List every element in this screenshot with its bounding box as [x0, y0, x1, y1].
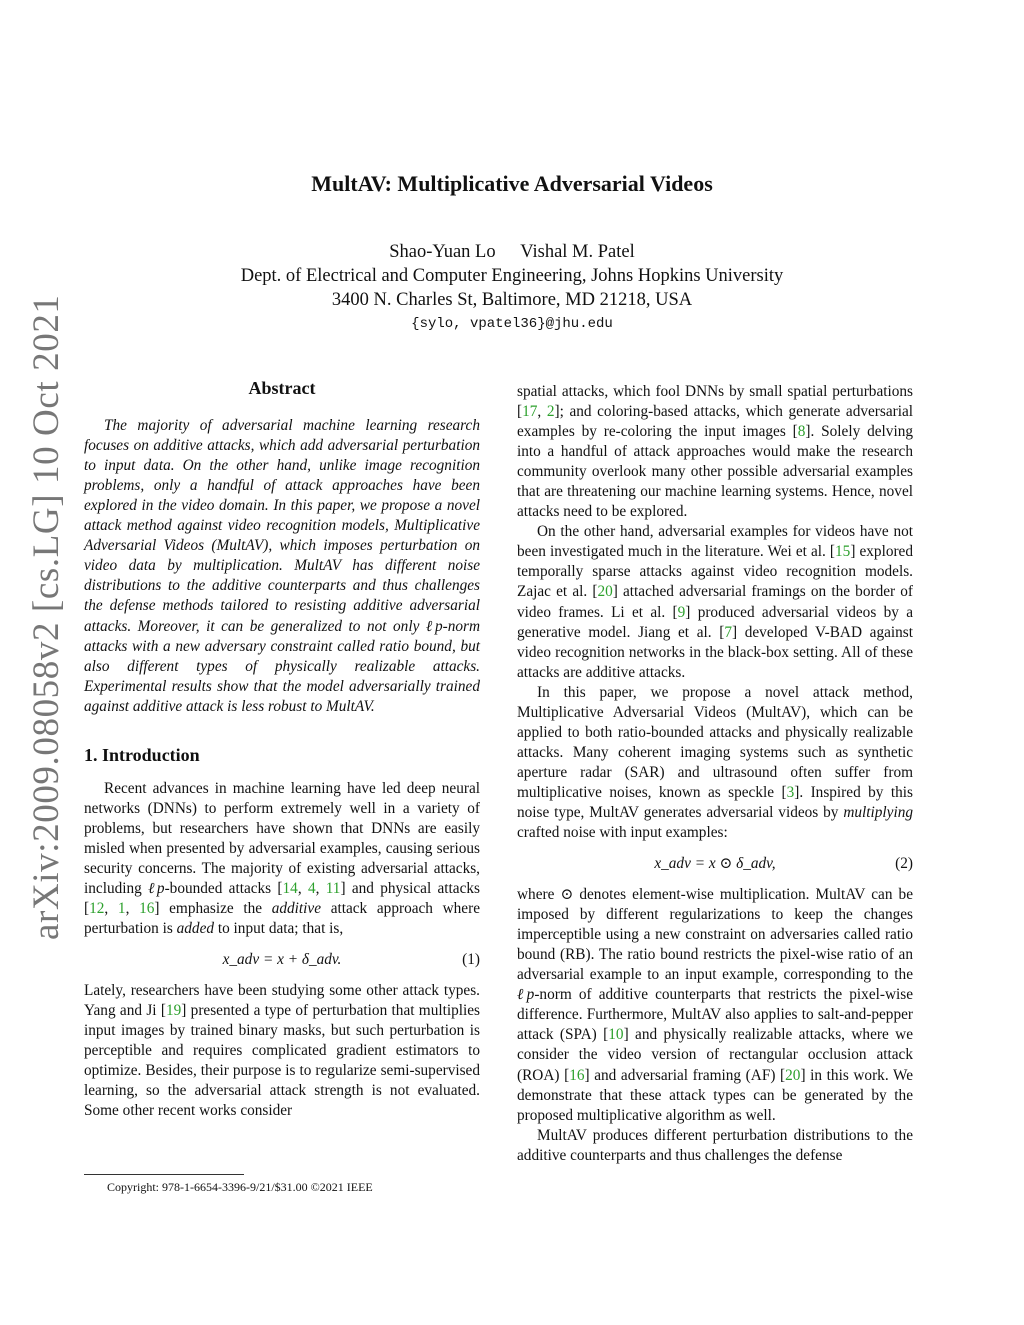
footnote-rule	[84, 1174, 244, 1175]
email: {sylo, vpatel36}@jhu.edu	[411, 316, 613, 332]
paragraph: spatial attacks, which fool DNNs by small spatial perturbations [17, 2]; and coloring-based attacks, which generate adversarial examples by re-coloring the input images [8]. Solely delving into a handful of attack approaches would make the research community overlook many other possible adversarial examples that are threatening our machine learning systems. Hence, novel attacks need to be explored.	[517, 383, 913, 521]
abstract-heading: Abstract	[248, 378, 316, 398]
citation-link[interactable]: 9	[677, 603, 686, 621]
author-block	[0, 240, 1024, 336]
left-column	[84, 378, 480, 1122]
citation-link[interactable]: 16	[569, 1066, 585, 1084]
paragraph: Lately, researchers have been studying some other attack types. Yang and Ji [19] presented a type of perturbation that multiplies input images by trained binary masks, but such perturbation is perceptible and requires complicated gradient estimators to optimize. Besides, their purpose is to regularize semi-supervised learning, so the adversarial attack strength is not evaluated. Some other recent works consider	[84, 982, 480, 1120]
address: 3400 N. Charles St, Baltimore, MD 21218, USA	[331, 290, 693, 310]
citation-link[interactable]: 20	[597, 583, 613, 601]
citation-link[interactable]: 20	[785, 1066, 801, 1084]
equation-1	[84, 941, 480, 979]
paragraph: In this paper, we propose a novel attack method, Multiplicative Adversarial Videos (MultAV), which can be applied to both ratio-bounded attacks and physically realizable attacks. Many coherent imaging systems such as synthetic aperture radar (SAR) and ultrasound often suffer from multiplicative noises, known as speckle [3]. Inspired by this noise type, MultAV generates adversarial videos by multiplying crafted noise with input examples:	[517, 683, 913, 842]
citation-link[interactable]: 10	[608, 1026, 624, 1044]
arxiv-stamp: arXiv:2009.08058v2 [cs.LG] 10 Oct 2021	[26, 294, 67, 940]
equation-2	[517, 845, 913, 883]
citation-link[interactable]: 11	[325, 880, 341, 898]
citation-link[interactable]: 12	[89, 900, 105, 918]
citation-link[interactable]: 14	[282, 880, 298, 898]
paper-title: MultAV: Multiplicative Adversarial Videos	[311, 171, 713, 196]
paragraph: where ⊙ denotes element-wise multiplication. MultAV can be imposed by different regularizations to keep the changes imperceptible using a new constraint on adversaries called ratio bound (RB). The ratio bound restricts the pixel-wise ratio of an adversarial example to an input example, corresponding to the ℓp-norm of additive counterparts that restricts the pixel-wise difference. Furthermore, MultAV also applies to salt-and-pepper attack (SPA) [10] and physically realizable attacks, where we consider the video version of rectangular occlusion attack (ROA) [16] and adversarial framing (AF) [20] in this work. We demonstrate that these attack types can be generated by the proposed multiplicative algorithm as well.	[517, 886, 913, 1124]
section-heading: 1. Introduction	[84, 744, 200, 765]
right-column	[517, 382, 913, 1166]
citation-link[interactable]: 16	[139, 900, 155, 918]
author-name: Shao-Yuan Lo	[389, 242, 496, 262]
equation-number: (1)	[462, 951, 480, 969]
affiliation: Dept. of Electrical and Computer Engineering, Johns Hopkins University	[240, 266, 784, 286]
author-name: Vishal M. Patel	[520, 242, 635, 262]
equation-expression: x_adv = x + δ_adv.	[222, 951, 342, 969]
citation-link[interactable]: 19	[165, 1002, 182, 1020]
equation-expression: x_adv = x ⊙ δ_adv,	[654, 855, 776, 873]
paragraph: Recent advances in machine learning have led deep neural networks (DNNs) to perform extremely well in a variety of problems, but researchers have shown that DNNs are easily misled when presented by adversarial examples, causing serious security concerns. The majority of existing adversarial attacks, including ℓp-bounded attacks [14, 4, 11] and physical attacks [12, 1, 16] emphasize the additive attack approach where perturbation is added to input data; that is,	[84, 779, 480, 938]
citation-link[interactable]: 15	[835, 543, 851, 561]
paragraph: MultAV produces different perturbation distributions to the additive counterparts and thus challenges the defense	[517, 1126, 913, 1164]
copyright-footnote: Copyright: 978-1-6654-3396-9/21/$31.00 ©2021 IEEE	[107, 1180, 373, 1194]
citation-link[interactable]: 3	[786, 783, 795, 801]
citation-link[interactable]: 8	[797, 423, 806, 441]
equation-number: (2)	[895, 855, 913, 873]
author-names	[0, 240, 1024, 264]
citation-link[interactable]: 17	[522, 403, 538, 421]
citation-link[interactable]: 7	[724, 623, 732, 641]
citation-link[interactable]: 1	[117, 900, 126, 918]
paragraph: On the other hand, adversarial examples for videos have not been investigated much in the literature. Wei et al. [15] explored temporally sparse attacks against video recognition models. Zajac et al. [20] attached adversarial framings on the border of video frames. Li et al. [9] produced adversarial videos by a generative model. Jiang et al. [7] developed V-BAD against video recognition networks in the black-box setting. All of these attacks are additive attacks.	[517, 523, 914, 681]
abstract-text: The majority of adversarial machine learning research focuses on additive attacks, which add adversarial perturbation to input data. On the other hand, unlike image recognition problems, only a handful of attack approaches have been explored in the video domain. In this paper, we propose a novel attack method against video recognition models, Multiplicative Adversarial Videos (MultAV), which imposes perturbation on video data by multiplication. MultAV has different noise distributions to the additive counterparts and thus challenges the defense methods tailored to resisting additive adversarial attacks. Moreover, it can be generalized to not only ℓp-norm attacks with a new adversary constraint called ratio bound, but also different types of physically realizable attacks. Experimental results show that the model adversarially trained against additive attack is less robust to MultAV.	[84, 417, 480, 715]
citation-link[interactable]: 2	[546, 403, 555, 421]
citation-link[interactable]: 4	[307, 880, 316, 898]
